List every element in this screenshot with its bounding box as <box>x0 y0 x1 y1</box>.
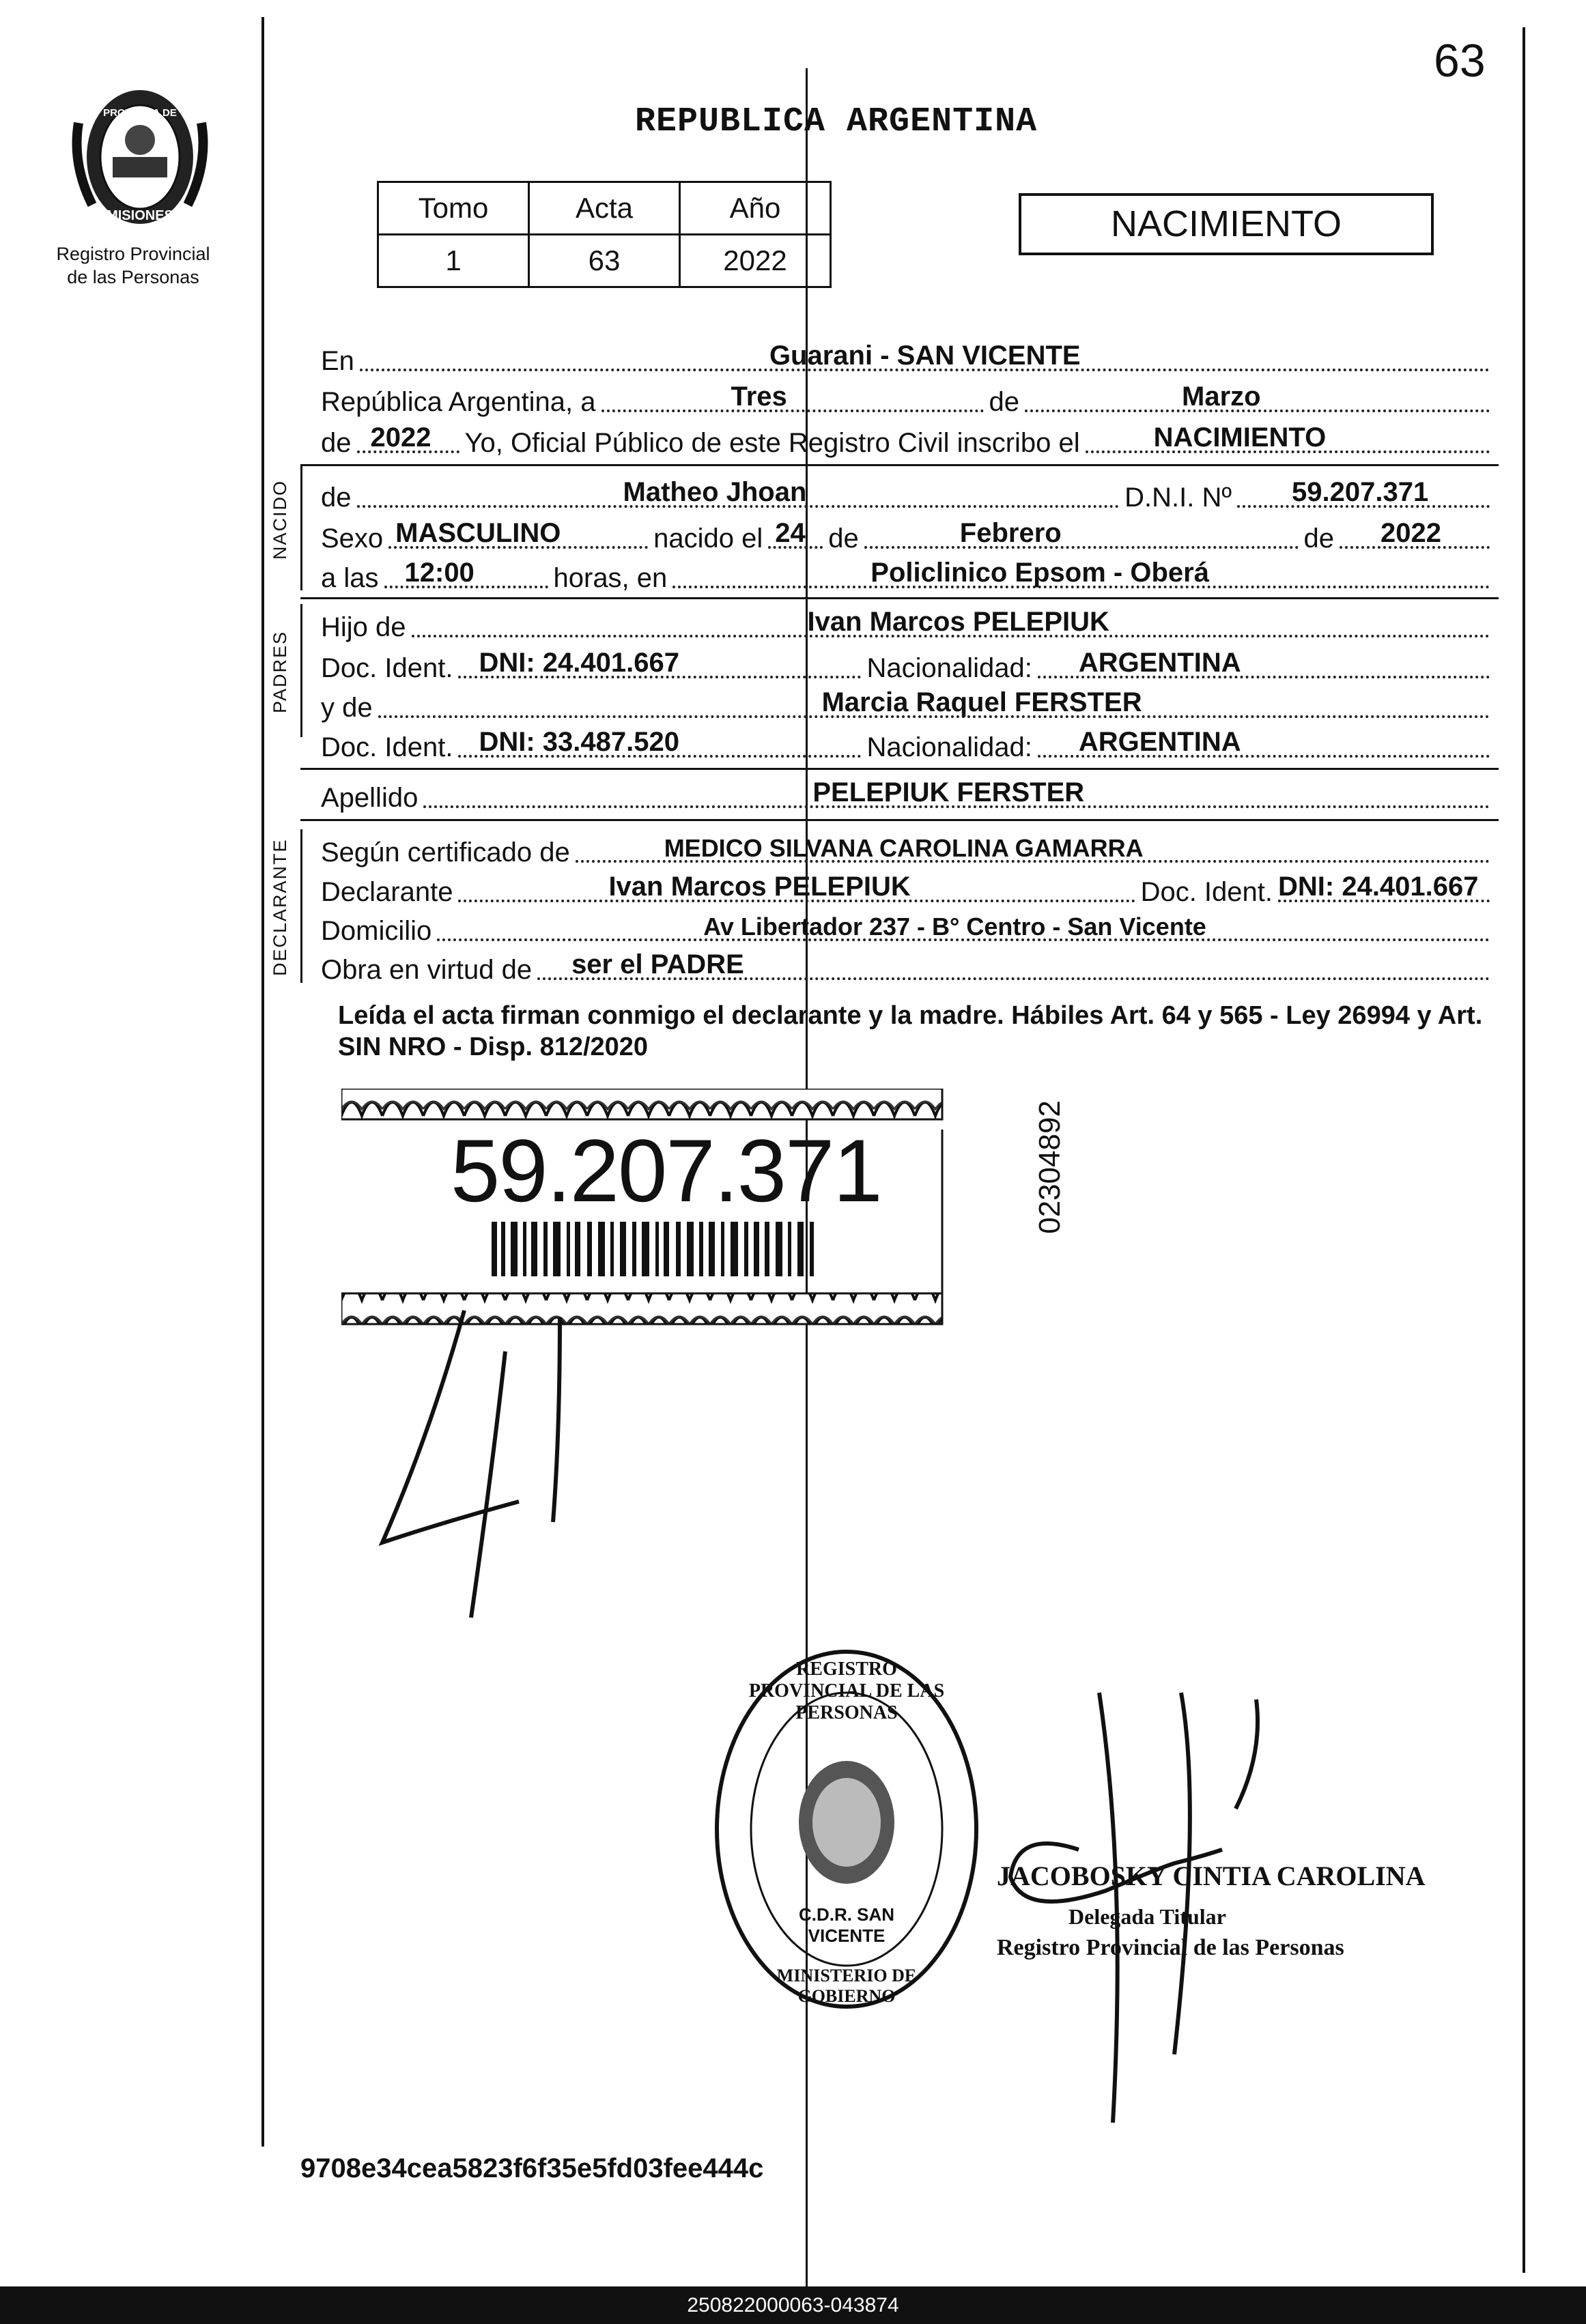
separator-apellido <box>300 768 1499 770</box>
signing-note: Leída el acta firman conmigo el declarante y la madre. Hábiles Art. 64 y 565 - Ley 26994 y Art. SIN NRO - Disp. 812/2020 <box>338 1001 1483 1061</box>
declarante-bracket <box>300 829 302 983</box>
header-acta: Acta <box>529 182 680 235</box>
mother-nat-label: Nacionalidad: <box>866 732 1032 762</box>
birth-time: 12:00 <box>404 558 475 588</box>
row-father <box>321 601 1495 643</box>
registry-name-line1: Registro Provincial <box>56 244 210 264</box>
official-org: Registro Provincial de las Personas <box>997 1935 1344 1960</box>
date-de-label: de <box>989 387 1019 417</box>
father-label: Hijo de <box>321 612 406 642</box>
mother-doc: DNI: 33.487.520 <box>479 727 679 757</box>
dni-label: D.N.I. Nº <box>1124 483 1232 513</box>
svg-text:PROVINCIA DE: PROVINCIA DE <box>103 107 177 119</box>
row-father-doc <box>321 642 1495 684</box>
padres-bracket <box>300 604 302 737</box>
born-label: nacido el <box>653 523 763 554</box>
domicile-label: Domicilio <box>321 916 432 946</box>
official-role: Delegada Titular <box>1068 1904 1226 1929</box>
record-table <box>377 181 832 288</box>
row-place <box>321 334 1495 377</box>
declarant-doc-label: Doc. Ident. <box>1140 877 1273 907</box>
birth-month: Febrero <box>959 518 1062 548</box>
row-virtue <box>321 943 1495 986</box>
registry-name <box>20 242 246 289</box>
registry-name-line2: de las Personas <box>67 267 199 287</box>
provincial-seal-logo <box>65 75 215 242</box>
separator-declarante <box>300 819 1499 821</box>
birth-year: 2022 <box>1380 518 1441 548</box>
row-registry <box>321 416 1495 459</box>
virtue-label: Obra en virtud de <box>321 955 533 985</box>
mother-doc-label: Doc. Ident. <box>321 732 453 762</box>
row-child-place <box>321 551 1495 594</box>
father-nat-label: Nacionalidad: <box>866 653 1032 683</box>
registry-text: Yo, Oficial Público de este Registro Civil inscribo el <box>464 428 1080 458</box>
place-value: Guarani - SAN VICENTE <box>769 341 1081 371</box>
declarant-name: Ivan Marcos PELEPIUK <box>608 872 911 902</box>
place-label: En <box>321 346 354 376</box>
sticker-serial: 02304892 <box>1032 1100 1066 1234</box>
svg-text:MISIONES: MISIONES <box>107 208 173 223</box>
section-nacido-label: NACIDO <box>270 479 290 560</box>
official-name: JACOBOSKY CINTIA CAROLINA <box>997 1861 1426 1891</box>
section-declarante-label: DECLARANTE <box>270 838 290 976</box>
year-de-label: de <box>321 428 352 458</box>
father-doc-label: Doc. Ident. <box>321 653 453 683</box>
value-ano: 2022 <box>680 235 831 287</box>
mother-nationality: ARGENTINA <box>1078 727 1241 757</box>
row-mother <box>321 681 1495 723</box>
row-child-name <box>321 471 1495 513</box>
separator-padres <box>300 597 1499 599</box>
header-ano: Año <box>680 182 831 235</box>
left-margin-line <box>261 17 264 2147</box>
registry-year: 2022 <box>370 422 431 453</box>
row-declarant <box>321 865 1495 908</box>
row-surname <box>321 771 1495 814</box>
document-hash: 9708e34cea5823f6f35e5fd03fee444c <box>300 2153 764 2183</box>
section-padres-label: PADRES <box>270 630 290 713</box>
record-table-header-row <box>378 182 831 235</box>
footer-code: 250822000063-043874 <box>0 2286 1586 2324</box>
date-label: República Argentina, a <box>321 387 596 417</box>
row-domicile <box>321 904 1495 947</box>
child-name-label: de <box>321 483 352 513</box>
separator-nacido <box>300 464 1499 466</box>
stamp-bottom-text: MINISTERIO DE GOBIERNO <box>776 1966 917 2006</box>
declarant-doc: DNI: 24.401.667 <box>1278 872 1479 902</box>
father-doc: DNI: 24.401.667 <box>479 648 679 678</box>
domicile: Av Libertador 237 - B° Centro - San Vicente <box>703 913 1206 941</box>
stamp-outer-text: REGISTRO PROVINCIAL DE LAS PERSONAS <box>748 1659 945 1723</box>
registry-value: NACIMIENTO <box>1153 422 1327 453</box>
father-nationality: ARGENTINA <box>1078 648 1241 678</box>
sex-label: Sexo <box>321 523 384 554</box>
cert-label: Según certificado de <box>321 837 570 867</box>
header-tomo: Tomo <box>378 182 529 235</box>
time-label: a las <box>321 563 379 593</box>
value-acta: 63 <box>529 235 680 287</box>
record-table-value-row <box>378 235 831 287</box>
child-name: Matheo Jhoan <box>623 477 807 507</box>
sticker-number: 59.207.371 <box>451 1121 881 1220</box>
virtue: ser el PADRE <box>571 949 744 979</box>
cert-value: MEDICO SILVANA CAROLINA GAMARRA <box>664 834 1144 862</box>
row-mother-doc <box>321 721 1495 763</box>
right-margin-line <box>1523 27 1525 2273</box>
declarant-signature <box>355 1297 642 1655</box>
value-tomo: 1 <box>378 235 529 287</box>
birth-de2-label: de <box>1303 523 1334 554</box>
father-name: Ivan Marcos PELEPIUK <box>807 607 1109 637</box>
record-type-box: NACIMIENTO <box>1019 193 1434 255</box>
page-number: 63 <box>1434 35 1486 87</box>
row-child-birth <box>321 512 1495 554</box>
birth-day: 24 <box>775 518 806 548</box>
surname: PELEPIUK FERSTER <box>812 777 1085 807</box>
document-title: REPUBLICA ARGENTINA <box>635 102 1038 141</box>
nacido-bracket <box>300 464 302 590</box>
birth-place: Policlinico Epsom - Oberá <box>870 558 1209 588</box>
hours-label: horas, en <box>553 563 668 593</box>
stamp-middle-text: C.D.R. SAN VICENTE <box>798 1904 895 1946</box>
declarant-label: Declarante <box>321 877 453 907</box>
mother-name: Marcia Raquel FERSTER <box>821 687 1142 717</box>
birth-de1-label: de <box>828 523 859 554</box>
row-date <box>321 375 1495 418</box>
date-day: Tres <box>731 382 787 412</box>
child-sex: MASCULINO <box>395 518 561 548</box>
mother-label: y de <box>321 693 373 723</box>
date-month: Marzo <box>1182 382 1261 412</box>
surname-label: Apellido <box>321 783 419 813</box>
child-dni: 59.207.371 <box>1292 477 1429 507</box>
row-certificate <box>321 826 1495 868</box>
